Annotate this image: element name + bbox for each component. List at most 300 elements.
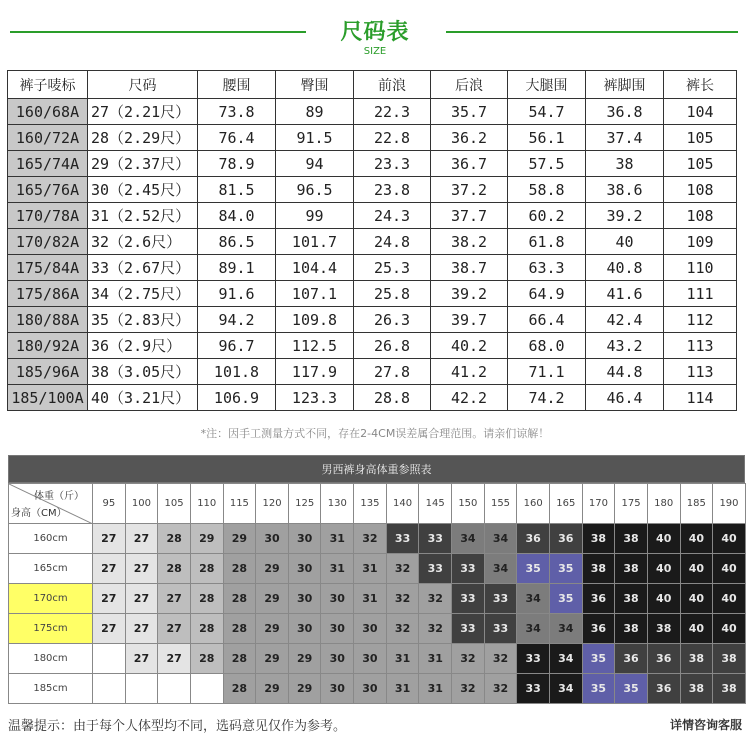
size-table-cell: 23.8 (354, 177, 431, 203)
size-table-cell: 40.8 (586, 255, 664, 281)
size-column-header: 臀围 (276, 71, 354, 99)
size-label-cell: 180/92A (8, 333, 88, 359)
size-reference-cell: 28 (223, 584, 256, 614)
footer-tip: 温馨提示：由于每个人体型均不同，选码意见仅作为参考。 (8, 719, 347, 734)
size-reference-cell: 33 (452, 614, 485, 644)
size-table-cell: 35.7 (431, 99, 508, 125)
weight-header-cell: 155 (484, 484, 517, 524)
size-table-cell: 28（2.29尺） (88, 125, 198, 151)
size-table-cell: 107.1 (276, 281, 354, 307)
size-reference-cell: 36 (582, 614, 615, 644)
size-label-cell: 170/82A (8, 229, 88, 255)
size-reference-cell: 30 (321, 584, 354, 614)
weight-header-cell: 95 (93, 484, 126, 524)
size-table-cell: 68.0 (508, 333, 586, 359)
size-reference-cell: 40 (680, 614, 713, 644)
size-reference-cell: 32 (452, 674, 485, 704)
size-reference-cell: 33 (484, 584, 517, 614)
size-table-cell: 24.8 (354, 229, 431, 255)
size-reference-cell: 28 (190, 614, 223, 644)
size-reference-cell: 27 (93, 554, 126, 584)
size-table-row (8, 333, 737, 359)
weight-header-row (9, 484, 746, 524)
size-column-header: 腰围 (198, 71, 276, 99)
size-reference-cell: 40 (647, 554, 680, 584)
reference-table-body (9, 484, 746, 704)
weight-header-cell: 165 (549, 484, 582, 524)
reference-table-title: 男西裤身高体重参照表 (8, 455, 745, 483)
size-reference-cell: 33 (452, 554, 485, 584)
size-reference-cell: 31 (321, 524, 354, 554)
size-table-cell: 36.7 (431, 151, 508, 177)
size-reference-cell: 36 (615, 644, 648, 674)
size-reference-cell (93, 644, 126, 674)
size-label-cell: 160/72A (8, 125, 88, 151)
size-table-cell: 108 (664, 177, 737, 203)
size-table-cell: 94.2 (198, 307, 276, 333)
size-table-cell: 30（2.45尺） (88, 177, 198, 203)
size-table-cell: 114 (664, 385, 737, 411)
reference-table (8, 483, 746, 704)
size-reference-cell: 34 (517, 614, 550, 644)
size-table-cell: 91.5 (276, 125, 354, 151)
size-table-row (8, 255, 737, 281)
size-reference-cell: 31 (321, 554, 354, 584)
size-reference-cell: 33 (419, 524, 452, 554)
size-reference-cell: 36 (582, 584, 615, 614)
size-reference-cell: 28 (223, 644, 256, 674)
reference-row (9, 674, 746, 704)
size-reference-cell: 40 (713, 614, 746, 644)
size-reference-cell: 34 (549, 644, 582, 674)
weight-header-cell: 110 (190, 484, 223, 524)
size-table-cell: 57.5 (508, 151, 586, 177)
corner-weight-label: 体重（斤） (34, 491, 84, 502)
size-table-cell: 42.2 (431, 385, 508, 411)
size-reference-cell: 28 (158, 524, 191, 554)
size-column-header: 后浪 (431, 71, 508, 99)
size-table-cell: 38 (586, 151, 664, 177)
size-table-cell: 96.7 (198, 333, 276, 359)
size-reference-cell: 33 (517, 644, 550, 674)
size-reference-cell: 36 (549, 524, 582, 554)
size-table-cell: 94 (276, 151, 354, 177)
size-label-cell: 170/78A (8, 203, 88, 229)
size-column-header: 裤脚围 (586, 71, 664, 99)
size-reference-cell: 38 (680, 644, 713, 674)
weight-header-cell: 185 (680, 484, 713, 524)
size-table-cell: 40 (586, 229, 664, 255)
size-table-cell: 27.8 (354, 359, 431, 385)
size-table-cell: 112 (664, 307, 737, 333)
measurement-note: *注：因手工测量方式不同，存在2-4CM误差属合理范围。请亲们谅解！ (200, 427, 550, 440)
size-reference-cell: 35 (582, 644, 615, 674)
size-table-cell: 25.8 (354, 281, 431, 307)
size-table-cell: 74.2 (508, 385, 586, 411)
size-table-cell: 89 (276, 99, 354, 125)
size-reference-cell: 31 (419, 644, 452, 674)
size-table-cell: 26.3 (354, 307, 431, 333)
weight-header-cell: 175 (615, 484, 648, 524)
size-table-cell: 36.2 (431, 125, 508, 151)
weight-header-cell: 115 (223, 484, 256, 524)
header-line-left (10, 31, 306, 33)
reference-row (9, 614, 746, 644)
size-table-cell: 111 (664, 281, 737, 307)
size-label-cell: 175/86A (8, 281, 88, 307)
size-reference-cell: 28 (223, 554, 256, 584)
size-table-cell: 40.2 (431, 333, 508, 359)
size-table-cell: 41.6 (586, 281, 664, 307)
size-reference-cell: 29 (288, 644, 321, 674)
size-reference-cell: 30 (354, 614, 387, 644)
size-reference-cell: 40 (713, 584, 746, 614)
size-table-body (8, 99, 737, 411)
size-reference-cell (190, 674, 223, 704)
weight-header-cell: 150 (452, 484, 485, 524)
size-table-row (8, 229, 737, 255)
size-table-cell: 31（2.52尺） (88, 203, 198, 229)
size-reference-cell: 33 (386, 524, 419, 554)
size-reference-cell: 29 (223, 524, 256, 554)
size-reference-cell: 32 (419, 614, 452, 644)
size-table-row (8, 359, 737, 385)
size-table-cell: 60.2 (508, 203, 586, 229)
size-reference-cell: 28 (190, 584, 223, 614)
size-reference-cell: 29 (256, 614, 289, 644)
size-label-cell: 180/88A (8, 307, 88, 333)
size-table-cell: 84.0 (198, 203, 276, 229)
size-table-cell: 109 (664, 229, 737, 255)
weight-header-cell: 190 (713, 484, 746, 524)
height-label-cell: 160cm (9, 524, 93, 554)
weight-header-cell: 125 (288, 484, 321, 524)
header-line-right (446, 31, 738, 33)
reference-row (9, 644, 746, 674)
size-table-row (8, 151, 737, 177)
size-column-header: 大腿围 (508, 71, 586, 99)
size-table-cell: 54.7 (508, 99, 586, 125)
size-reference-cell: 32 (386, 554, 419, 584)
contact-service-link[interactable]: 详情咨询客服 (669, 718, 742, 732)
size-table-cell: 58.8 (508, 177, 586, 203)
size-table-cell: 63.3 (508, 255, 586, 281)
size-table-cell: 104.4 (276, 255, 354, 281)
size-reference-cell: 40 (647, 524, 680, 554)
corner-cell (9, 484, 93, 524)
weight-header-cell: 170 (582, 484, 615, 524)
size-reference-cell: 32 (386, 584, 419, 614)
size-reference-cell: 30 (321, 644, 354, 674)
size-reference-cell: 40 (713, 524, 746, 554)
size-table-cell: 109.8 (276, 307, 354, 333)
size-table-cell: 86.5 (198, 229, 276, 255)
size-label-cell: 175/84A (8, 255, 88, 281)
size-table-cell: 32（2.6尺） (88, 229, 198, 255)
size-table-cell: 41.2 (431, 359, 508, 385)
size-label-cell: 165/76A (8, 177, 88, 203)
size-reference-cell (93, 674, 126, 704)
weight-header-cell: 130 (321, 484, 354, 524)
size-reference-cell: 34 (484, 524, 517, 554)
size-reference-cell: 36 (517, 524, 550, 554)
size-reference-cell: 36 (647, 674, 680, 704)
size-table-cell: 105 (664, 151, 737, 177)
size-reference-cell: 40 (647, 584, 680, 614)
size-reference-cell: 30 (288, 554, 321, 584)
size-reference-cell: 28 (223, 674, 256, 704)
size-label-cell: 185/96A (8, 359, 88, 385)
size-table-cell: 39.2 (431, 281, 508, 307)
size-table-cell: 76.4 (198, 125, 276, 151)
size-reference-cell: 35 (549, 584, 582, 614)
height-label-cell: 175cm (9, 614, 93, 644)
size-table-header (8, 71, 737, 99)
size-reference-cell: 28 (190, 554, 223, 584)
size-table-row (8, 125, 737, 151)
size-table-cell: 38.2 (431, 229, 508, 255)
size-reference-cell: 40 (680, 554, 713, 584)
size-table-cell: 78.9 (198, 151, 276, 177)
size-reference-cell: 35 (549, 554, 582, 584)
weight-header-cell: 135 (354, 484, 387, 524)
size-reference-cell: 30 (321, 674, 354, 704)
size-reference-cell: 32 (386, 614, 419, 644)
size-table-cell: 25.3 (354, 255, 431, 281)
size-table-cell: 29（2.37尺） (88, 151, 198, 177)
size-table-cell: 105 (664, 125, 737, 151)
size-reference-cell: 33 (419, 554, 452, 584)
size-reference-cell: 31 (419, 674, 452, 704)
size-reference-cell: 30 (354, 674, 387, 704)
size-table-cell: 89.1 (198, 255, 276, 281)
size-column-header: 尺码 (88, 71, 198, 99)
size-table-cell: 26.8 (354, 333, 431, 359)
size-label-cell: 165/74A (8, 151, 88, 177)
size-column-header: 前浪 (354, 71, 431, 99)
size-table-cell: 37.7 (431, 203, 508, 229)
height-label-cell: 170cm (9, 584, 93, 614)
size-reference-cell: 32 (452, 644, 485, 674)
size-table-cell: 36.8 (586, 99, 664, 125)
size-reference-cell: 38 (647, 614, 680, 644)
size-table-cell: 22.3 (354, 99, 431, 125)
size-reference-cell: 27 (125, 584, 158, 614)
size-reference-cell: 30 (288, 584, 321, 614)
reference-table-wrap (8, 455, 745, 704)
size-table-cell: 101.7 (276, 229, 354, 255)
size-reference-cell: 30 (288, 614, 321, 644)
size-reference-cell: 33 (517, 674, 550, 704)
size-reference-cell: 31 (354, 554, 387, 584)
size-table-cell: 23.3 (354, 151, 431, 177)
size-table-cell: 22.8 (354, 125, 431, 151)
size-table-cell: 28.8 (354, 385, 431, 411)
size-reference-cell: 38 (615, 554, 648, 584)
size-reference-cell: 38 (615, 584, 648, 614)
size-table-cell: 112.5 (276, 333, 354, 359)
size-reference-cell: 28 (223, 614, 256, 644)
size-table-cell: 66.4 (508, 307, 586, 333)
size-reference-cell (158, 674, 191, 704)
size-table-cell: 104 (664, 99, 737, 125)
size-reference-cell: 27 (93, 584, 126, 614)
size-column-header: 裤长 (664, 71, 737, 99)
corner-height-label: 身高（CM） (11, 508, 67, 519)
size-table-row (8, 177, 737, 203)
size-reference-cell: 29 (288, 674, 321, 704)
weight-header-cell: 100 (125, 484, 158, 524)
size-reference-cell: 29 (256, 554, 289, 584)
weight-header-cell: 140 (386, 484, 419, 524)
size-reference-cell: 27 (158, 584, 191, 614)
size-reference-cell: 33 (452, 584, 485, 614)
size-reference-cell: 29 (256, 644, 289, 674)
size-table (7, 70, 737, 411)
size-reference-cell: 38 (713, 644, 746, 674)
size-table-cell: 113 (664, 359, 737, 385)
weight-header-cell: 180 (647, 484, 680, 524)
size-table-cell: 33（2.67尺） (88, 255, 198, 281)
size-reference-cell: 38 (615, 524, 648, 554)
size-reference-cell: 38 (713, 674, 746, 704)
size-table-cell: 61.8 (508, 229, 586, 255)
size-table-cell: 37.4 (586, 125, 664, 151)
size-reference-cell: 27 (125, 614, 158, 644)
size-reference-cell: 31 (386, 644, 419, 674)
size-reference-cell: 28 (190, 644, 223, 674)
size-reference-cell: 27 (158, 614, 191, 644)
size-reference-cell: 30 (288, 524, 321, 554)
size-table-cell: 38（3.05尺） (88, 359, 198, 385)
size-reference-cell: 27 (125, 524, 158, 554)
size-table-cell: 46.4 (586, 385, 664, 411)
size-reference-cell: 40 (713, 554, 746, 584)
weight-header-cell: 160 (517, 484, 550, 524)
size-reference-cell: 27 (125, 644, 158, 674)
size-table-cell: 37.2 (431, 177, 508, 203)
size-table-row (8, 307, 737, 333)
size-reference-cell: 29 (190, 524, 223, 554)
size-reference-cell: 31 (354, 584, 387, 614)
size-table-row (8, 281, 737, 307)
size-table-cell: 113 (664, 333, 737, 359)
size-reference-cell: 32 (354, 524, 387, 554)
page-header (0, 0, 750, 70)
size-label-cell: 185/100A (8, 385, 88, 411)
page-title: 尺码表 (340, 20, 410, 45)
size-reference-cell: 28 (158, 554, 191, 584)
size-table-cell: 71.1 (508, 359, 586, 385)
size-table-cell: 101.8 (198, 359, 276, 385)
size-reference-cell: 29 (256, 674, 289, 704)
size-reference-cell: 30 (256, 524, 289, 554)
size-table-cell: 24.3 (354, 203, 431, 229)
size-table-row (8, 203, 737, 229)
size-table-cell: 110 (664, 255, 737, 281)
size-table-cell: 81.5 (198, 177, 276, 203)
size-table-row (8, 385, 737, 411)
size-table-cell: 99 (276, 203, 354, 229)
size-table-cell: 96.5 (276, 177, 354, 203)
size-reference-cell: 27 (93, 524, 126, 554)
size-label-cell: 160/68A (8, 99, 88, 125)
size-reference-cell: 38 (680, 674, 713, 704)
size-reference-cell: 34 (549, 614, 582, 644)
size-reference-cell (125, 674, 158, 704)
size-table-cell: 64.9 (508, 281, 586, 307)
size-reference-cell: 27 (158, 644, 191, 674)
size-reference-cell: 29 (256, 584, 289, 614)
size-reference-cell: 36 (647, 644, 680, 674)
size-table-cell: 27（2.21尺） (88, 99, 198, 125)
size-table-cell: 34（2.75尺） (88, 281, 198, 307)
reference-row (9, 584, 746, 614)
size-table-row (8, 99, 737, 125)
size-table-cell: 123.3 (276, 385, 354, 411)
height-label-cell: 180cm (9, 644, 93, 674)
size-reference-cell: 38 (582, 524, 615, 554)
size-reference-cell: 40 (680, 524, 713, 554)
weight-header-cell: 145 (419, 484, 452, 524)
size-reference-cell: 34 (452, 524, 485, 554)
size-reference-cell: 27 (93, 614, 126, 644)
size-reference-cell: 33 (484, 614, 517, 644)
size-table-cell: 42.4 (586, 307, 664, 333)
size-reference-cell: 38 (582, 554, 615, 584)
size-table-cell: 39.2 (586, 203, 664, 229)
size-reference-cell: 27 (125, 554, 158, 584)
size-reference-cell: 32 (419, 584, 452, 614)
size-table-cell: 36（2.9尺） (88, 333, 198, 359)
size-table-cell: 106.9 (198, 385, 276, 411)
size-reference-cell: 34 (549, 674, 582, 704)
size-reference-cell: 35 (517, 554, 550, 584)
size-reference-cell: 32 (484, 674, 517, 704)
weight-header-cell: 105 (158, 484, 191, 524)
reference-row (9, 554, 746, 584)
size-table-cell: 91.6 (198, 281, 276, 307)
size-table-cell: 39.7 (431, 307, 508, 333)
height-label-cell: 185cm (9, 674, 93, 704)
size-reference-cell: 32 (484, 644, 517, 674)
reference-row (9, 524, 746, 554)
size-reference-cell: 30 (321, 614, 354, 644)
size-reference-cell: 31 (386, 674, 419, 704)
weight-header-cell: 120 (256, 484, 289, 524)
size-table-cell: 35（2.83尺） (88, 307, 198, 333)
size-table-cell: 38.6 (586, 177, 664, 203)
size-table-cell: 56.1 (508, 125, 586, 151)
size-reference-cell: 34 (517, 584, 550, 614)
size-table-cell: 117.9 (276, 359, 354, 385)
size-reference-cell: 34 (484, 554, 517, 584)
size-table-cell: 38.7 (431, 255, 508, 281)
page-subtitle: SIZE (363, 46, 387, 57)
height-label-cell: 165cm (9, 554, 93, 584)
size-reference-cell: 35 (582, 674, 615, 704)
size-table-cell: 73.8 (198, 99, 276, 125)
size-reference-cell: 40 (680, 584, 713, 614)
size-reference-cell: 35 (615, 674, 648, 704)
size-reference-cell: 38 (615, 614, 648, 644)
size-table-cell: 44.8 (586, 359, 664, 385)
size-column-header: 裤子唛标 (8, 71, 88, 99)
size-table-cell: 43.2 (586, 333, 664, 359)
size-table-cell: 40（3.21尺） (88, 385, 198, 411)
size-reference-cell: 30 (354, 644, 387, 674)
size-table-cell: 108 (664, 203, 737, 229)
